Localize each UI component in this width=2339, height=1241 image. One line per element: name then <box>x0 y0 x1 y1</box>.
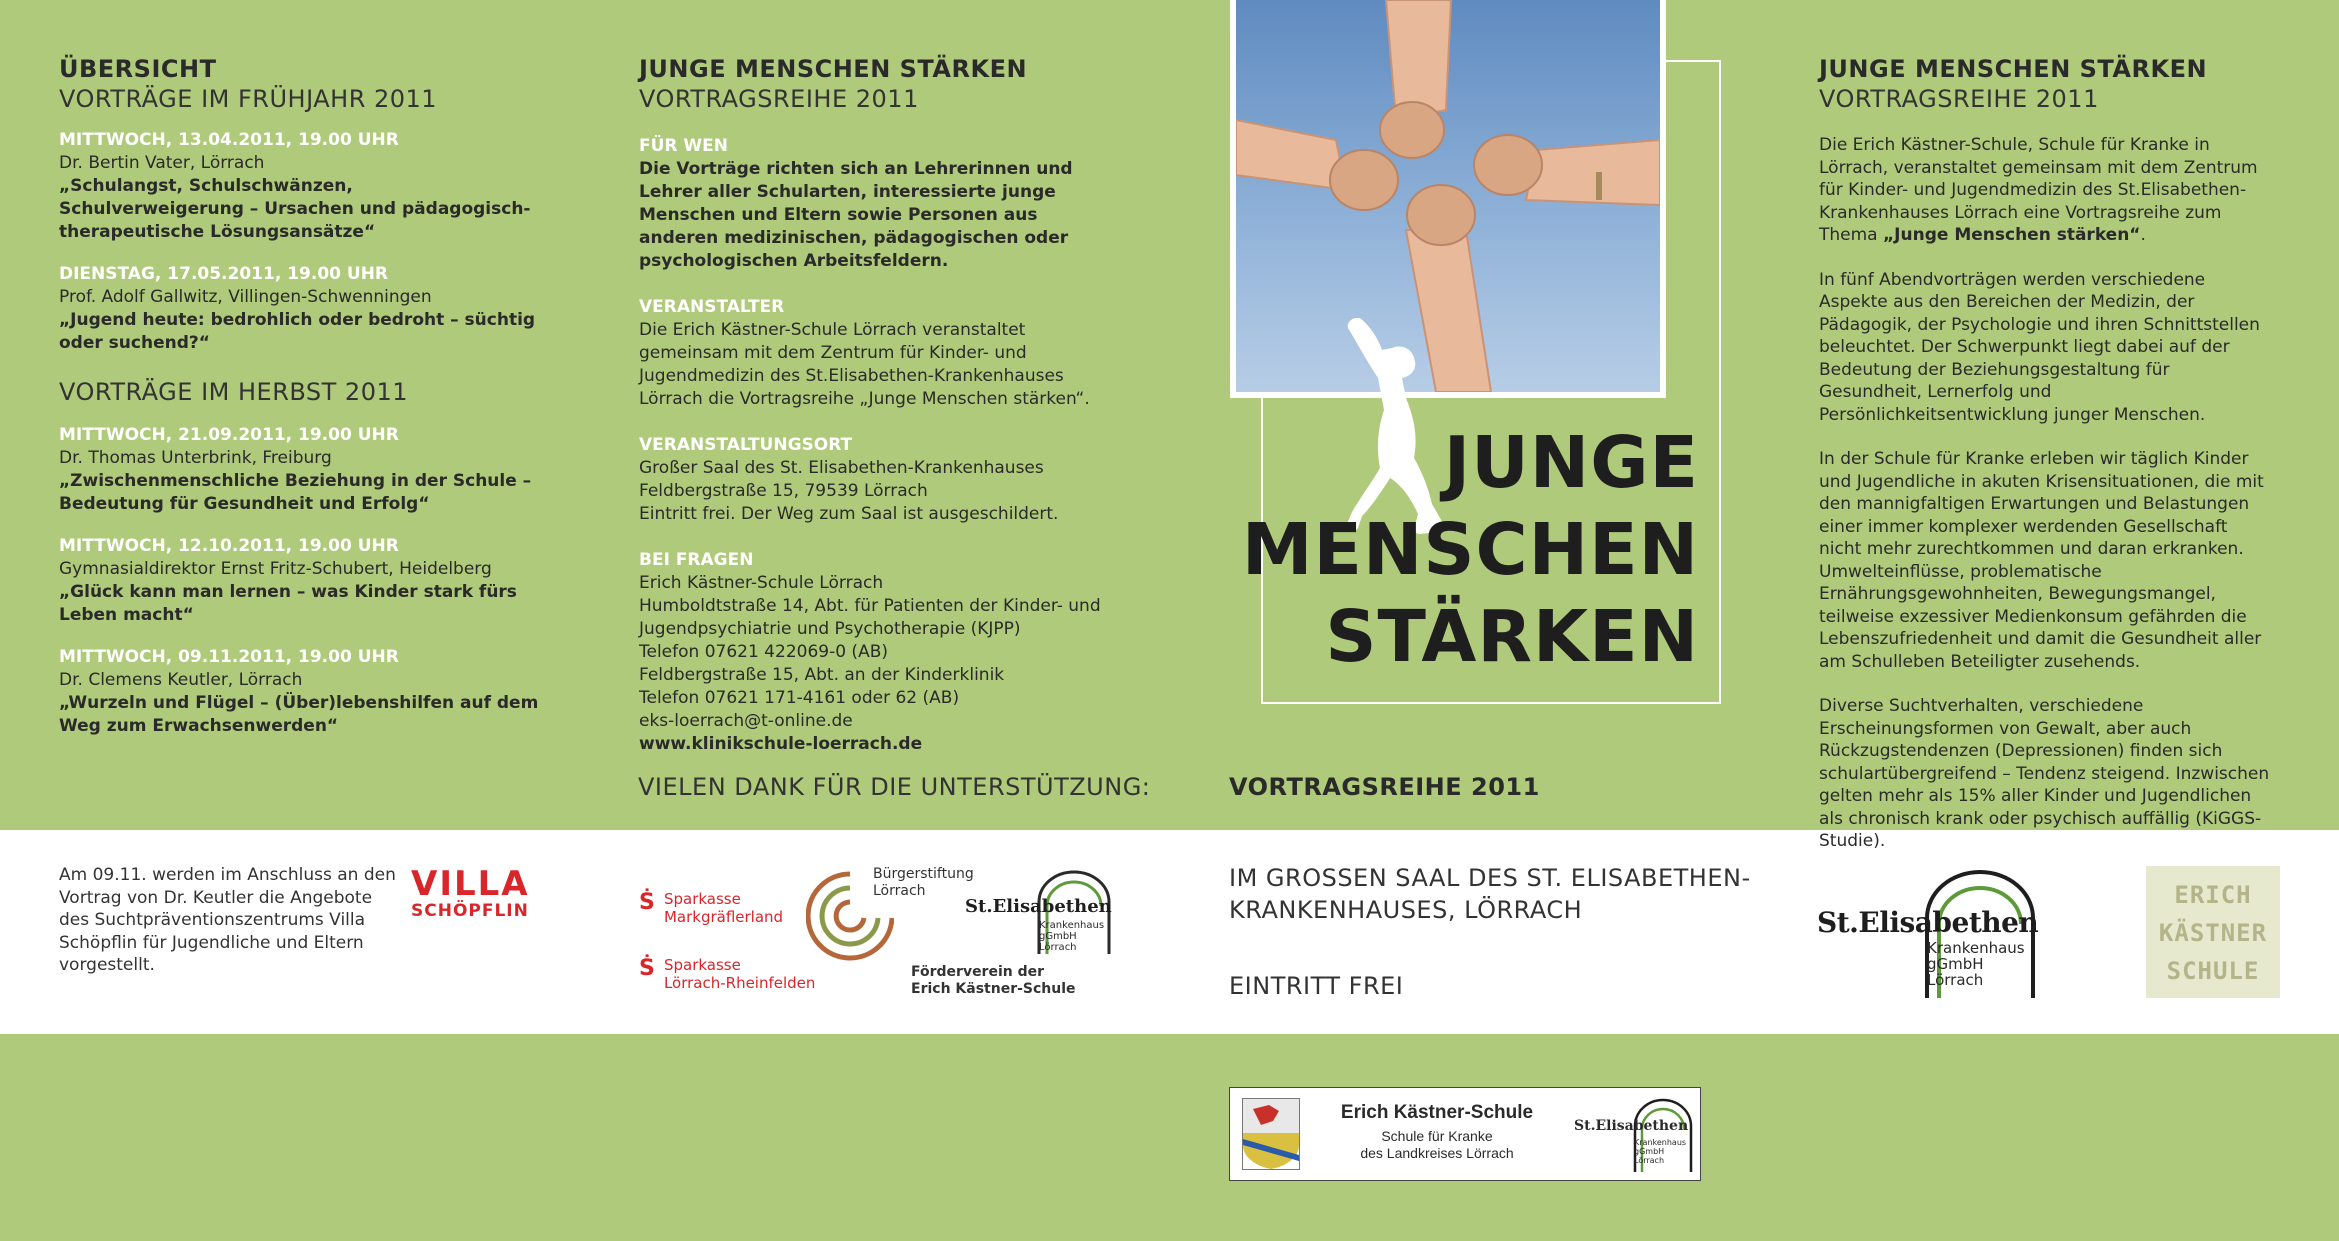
st-elisabethen-name: St.Elisabethen <box>1817 906 2039 939</box>
st-elisabethen-line: Lörrach <box>1039 942 1077 953</box>
for-whom-heading: FÜR WEN <box>639 136 729 156</box>
villa-note: Am 09.11. werden im Anschluss an den Vortrag von Dr. Keutler die Angebote des Suchtpräventionszentrums Villa Schöpflin für Jugendliche und Eltern vorgestellt. <box>59 865 396 975</box>
event-item <box>59 128 539 244</box>
email-link[interactable]: eks-loerrach@t-online.de <box>639 711 853 731</box>
st-elisabethen-line: gGmbH <box>1927 955 1984 973</box>
event-item <box>59 534 539 627</box>
erich-kaestner-schule-logo <box>2146 866 2280 998</box>
sparkasse-region: Markgräflerland <box>663 908 784 926</box>
event-title: „Zwischenmenschliche Beziehung in der Schule – Bedeutung für Gesundheit und Erfolg“ <box>59 471 532 514</box>
buergerstiftung-text <box>873 866 974 900</box>
st-elisabethen-line: Lörrach <box>1634 1156 1665 1165</box>
cover-title-line: MENSCHEN <box>1241 508 1699 591</box>
school-line: des Landkreises Lörrach <box>1360 1145 1514 1161</box>
organizer-heading: VERANSTALTER <box>639 297 785 317</box>
st-elisabethen-line: gGmbH <box>1634 1147 1665 1156</box>
event-speaker: Prof. Adolf Gallwitz, Villingen-Schwenningen <box>59 287 432 307</box>
info-column <box>639 54 1119 756</box>
event-speaker: Dr. Bertin Vater, Lörrach <box>59 153 265 173</box>
st-elisabethen-line: Krankenhaus <box>1039 920 1105 931</box>
questions-line: Humboldtstraße 14, Abt. für Patienten der Kinder- und <box>639 596 1101 616</box>
school-line: Schule für Kranke <box>1381 1128 1493 1144</box>
sparkasse-loerrach-logo <box>639 956 815 992</box>
st-elisabethen-large-logo <box>1815 866 2045 1000</box>
questions-line: Erich Kästner-Schule Lörrach <box>639 573 884 593</box>
cover-title-line: STÄRKEN <box>1325 595 1699 678</box>
event-item <box>59 423 539 516</box>
coat-of-arms-icon <box>1242 1098 1300 1170</box>
event-date: MITTWOCH, 12.10.2011, 19.00 UHR <box>59 536 399 556</box>
event-title: „Wurzeln und Flügel – (Über)lebenshilfen auf dem Weg zum Erwachsenwerden“ <box>59 693 539 736</box>
event-item <box>59 645 539 738</box>
school-logo-box <box>1229 1087 1701 1181</box>
school-logo-text <box>1322 1102 1552 1162</box>
admission-info: EINTRITT FREI <box>1229 972 1404 1000</box>
school-name: Erich Kästner-Schule <box>1340 1102 1534 1123</box>
sparkasse-s-icon: Ṡ <box>639 890 655 915</box>
st-elisabethen-line: gGmbH <box>1039 931 1077 942</box>
venue-line: Feldbergstraße 15, 79539 Lörrach <box>639 481 928 501</box>
venue-line: Großer Saal des St. Elisabethen-Krankenhauses <box>639 458 1044 478</box>
questions-line: Jugendpsychiatrie und Psychotherapie (KJPP) <box>639 619 1021 639</box>
st-elisabethen-line: Krankenhaus <box>1634 1138 1687 1147</box>
event-title: „Glück kann man lernen – was Kinder stark fürs Leben macht“ <box>59 582 517 625</box>
event-speaker: Gymnasialdirektor Ernst Fritz-Schubert, Heidelberg <box>59 559 492 579</box>
st-elisabethen-mini-logo <box>1574 1096 1694 1174</box>
villa-schoepflin-logo <box>411 864 530 921</box>
event-title: „Schulangst, Schulschwänzen, Schulverweigerung – Ursachen und pädagogisch-therapeutische Lösungsansätze“ <box>59 176 531 242</box>
intro-column <box>1819 54 2274 853</box>
event-speaker: Dr. Clemens Keutler, Lörrach <box>59 670 303 690</box>
eks-logo-line: KÄSTNER <box>2158 919 2268 947</box>
venue-info-line: IM GROSSEN SAAL DES ST. ELISABETHEN- <box>1229 864 1751 892</box>
villa-logo-text: VILLA <box>411 864 530 904</box>
intro-title: JUNGE MENSCHEN STÄRKEN <box>1819 55 2208 83</box>
questions-line: Telefon 07621 171-4161 oder 62 (AB) <box>639 688 960 708</box>
event-item <box>59 262 539 355</box>
event-date: DIENSTAG, 17.05.2011, 19.00 UHR <box>59 264 389 284</box>
overview-column <box>59 54 539 738</box>
intro-paragraph: Diverse Suchtverhalten, verschiedene Erscheinungsformen von Gewalt, aber auch Rückzugstendenzen (Depressionen) finden sich schulartübergreifend – Tendenz steigend. Inzwischen gelten mehr als 15% aller Kinder und Jugendlichen als chronisch krank oder psychisch auffällig (KiGGS-Studie). <box>1819 696 2270 851</box>
sparkasse-s-icon: Ṡ <box>639 956 655 981</box>
venue-info-line: KRANKENHAUSES, LÖRRACH <box>1229 896 1583 924</box>
for-whom-text: Die Vorträge richten sich an Lehrerinnen und Lehrer aller Schularten, interessierte junge Menschen und Eltern sowie Personen aus anderen medizinischen, pädagogischen oder psychologischen Arbeitsfeldern. <box>639 159 1073 271</box>
sparkasse-markgraeflerland-logo <box>639 890 783 926</box>
venue-info <box>1229 862 1751 926</box>
buergerstiftung-city: Lörrach <box>873 883 926 899</box>
venue-line: Eintritt frei. Der Weg zum Saal ist ausgeschildert. <box>639 504 1059 524</box>
st-elisabethen-line: Krankenhaus <box>1927 939 2025 957</box>
sparkasse-region: Lörrach-Rheinfelden <box>663 974 816 992</box>
st-elisabethen-sub <box>1634 1138 1686 1165</box>
st-elisabethen-line: Lörrach <box>1927 971 1984 989</box>
intro-paragraph <box>1819 134 2274 247</box>
event-title: „Jugend heute: bedrohlich oder bedroht – süchtig oder suchend?“ <box>59 310 536 353</box>
autumn-heading: VORTRÄGE IM HERBST 2011 <box>59 378 409 406</box>
info-title: JUNGE MENSCHEN STÄRKEN <box>639 55 1028 83</box>
thanks-heading: VIELEN DANK FÜR DIE UNTERSTÜTZUNG: <box>638 773 1151 801</box>
cover-title-line: JUNGE <box>1443 421 1699 504</box>
intro-paragraph: In fünf Abendvorträgen werden verschiedene Aspekte aus den Bereichen der Medizin, der Pädagogik, der Psychologie und ihren Schnittstellen beleuchtet. Der Schwerpunkt liegt dabei auf der Bedeutung der Beziehungsgestaltung für Gesundheit, Lernerfolg und Persönlichkeitsentwicklung junger Menschen. <box>1819 269 2260 425</box>
st-elisabethen-logo <box>963 868 1113 956</box>
questions-heading: BEI FRAGEN <box>639 550 754 570</box>
intro-text: . <box>2140 225 2146 245</box>
villa-logo-text: SCHÖPFLIN <box>411 901 529 921</box>
handstand-figure-icon <box>1340 318 1450 538</box>
eks-logo-line: ERICH <box>2174 881 2252 909</box>
overview-title: ÜBERSICHT <box>59 55 217 83</box>
foerderverein-line: Förderverein der <box>911 964 1045 980</box>
intro-subtitle: VORTRAGSREIHE 2011 <box>1819 85 2099 113</box>
foerderverein-text <box>911 964 1076 998</box>
st-elisabethen-sub <box>1039 920 1104 953</box>
sparkasse-name: Sparkasse <box>663 890 741 908</box>
st-elisabethen-name: St.Elisabethen <box>965 896 1112 917</box>
event-date: MITTWOCH, 21.09.2011, 19.00 UHR <box>59 425 399 445</box>
spring-heading: VORTRÄGE IM FRÜHJAHR 2011 <box>59 85 438 113</box>
buergerstiftung-name: Bürgerstiftung <box>873 866 974 882</box>
intro-emphasis: „Junge Menschen stärken“ <box>1883 225 2141 245</box>
foerderverein-line: Erich Kästner-Schule <box>911 981 1076 997</box>
intro-text: Die Erich Kästner-Schule, Schule für Kranke in Lörrach, veranstaltet gemeinsam mit dem Zentrum für Kinder- und Jugendmedizin des St.Elisabethen-Krankenhauses Lörrach eine Vortragsreihe zum Thema <box>1819 135 2258 245</box>
st-elisabethen-sub <box>1927 940 2025 988</box>
autumn-events <box>59 423 539 738</box>
questions-line: Telefon 07621 422069-0 (AB) <box>639 642 888 662</box>
info-subtitle: VORTRAGSREIHE 2011 <box>639 85 919 113</box>
organizer-text: Die Erich Kästner-Schule Lörrach veranstaltet gemeinsam mit dem Zentrum für Kinder- und Jugendmedizin des St.Elisabethen-Krankenhauses Lörrach die Vortragsreihe „Junge Menschen stärken“. <box>639 320 1090 409</box>
bracelet <box>1596 172 1602 200</box>
st-elisabethen-name: St.Elisabethen <box>1574 1118 1689 1134</box>
website-link[interactable]: www.klinikschule-loerrach.de <box>639 734 923 754</box>
event-date: MITTWOCH, 13.04.2011, 19.00 UHR <box>59 130 399 150</box>
sparkasse-name: Sparkasse <box>663 956 741 974</box>
event-date: MITTWOCH, 09.11.2011, 19.00 UHR <box>59 647 399 667</box>
venue-heading: VERANSTALTUNGSORT <box>639 435 853 455</box>
intro-paragraph: In der Schule für Kranke erleben wir täglich Kinder und Jugendliche in akuten Krisensituationen, die mit den mannigfaltigen Erwartungen und Belastungen einer immer komplexer werdenden Gesellschaft nicht mehr zurechtkommen und daran erkranken. Umwelteinflüsse, problematische Ernährungsgewohnheiten, Bewegungsmangel, teilweise exzessiver Medienkonsum gefährden die Lebenszufriedenheit und damit die Gesundheit aller am Schulleben Beteiligter zusehends. <box>1819 449 2264 672</box>
eks-logo-line: SCHULE <box>2166 957 2260 985</box>
spring-events <box>59 128 539 355</box>
cover-series: VORTRAGSREIHE 2011 <box>1229 773 1540 801</box>
questions-line: Feldbergstraße 15, Abt. an der Kinderklinik <box>639 665 1005 685</box>
event-speaker: Dr. Thomas Unterbrink, Freiburg <box>59 448 332 468</box>
